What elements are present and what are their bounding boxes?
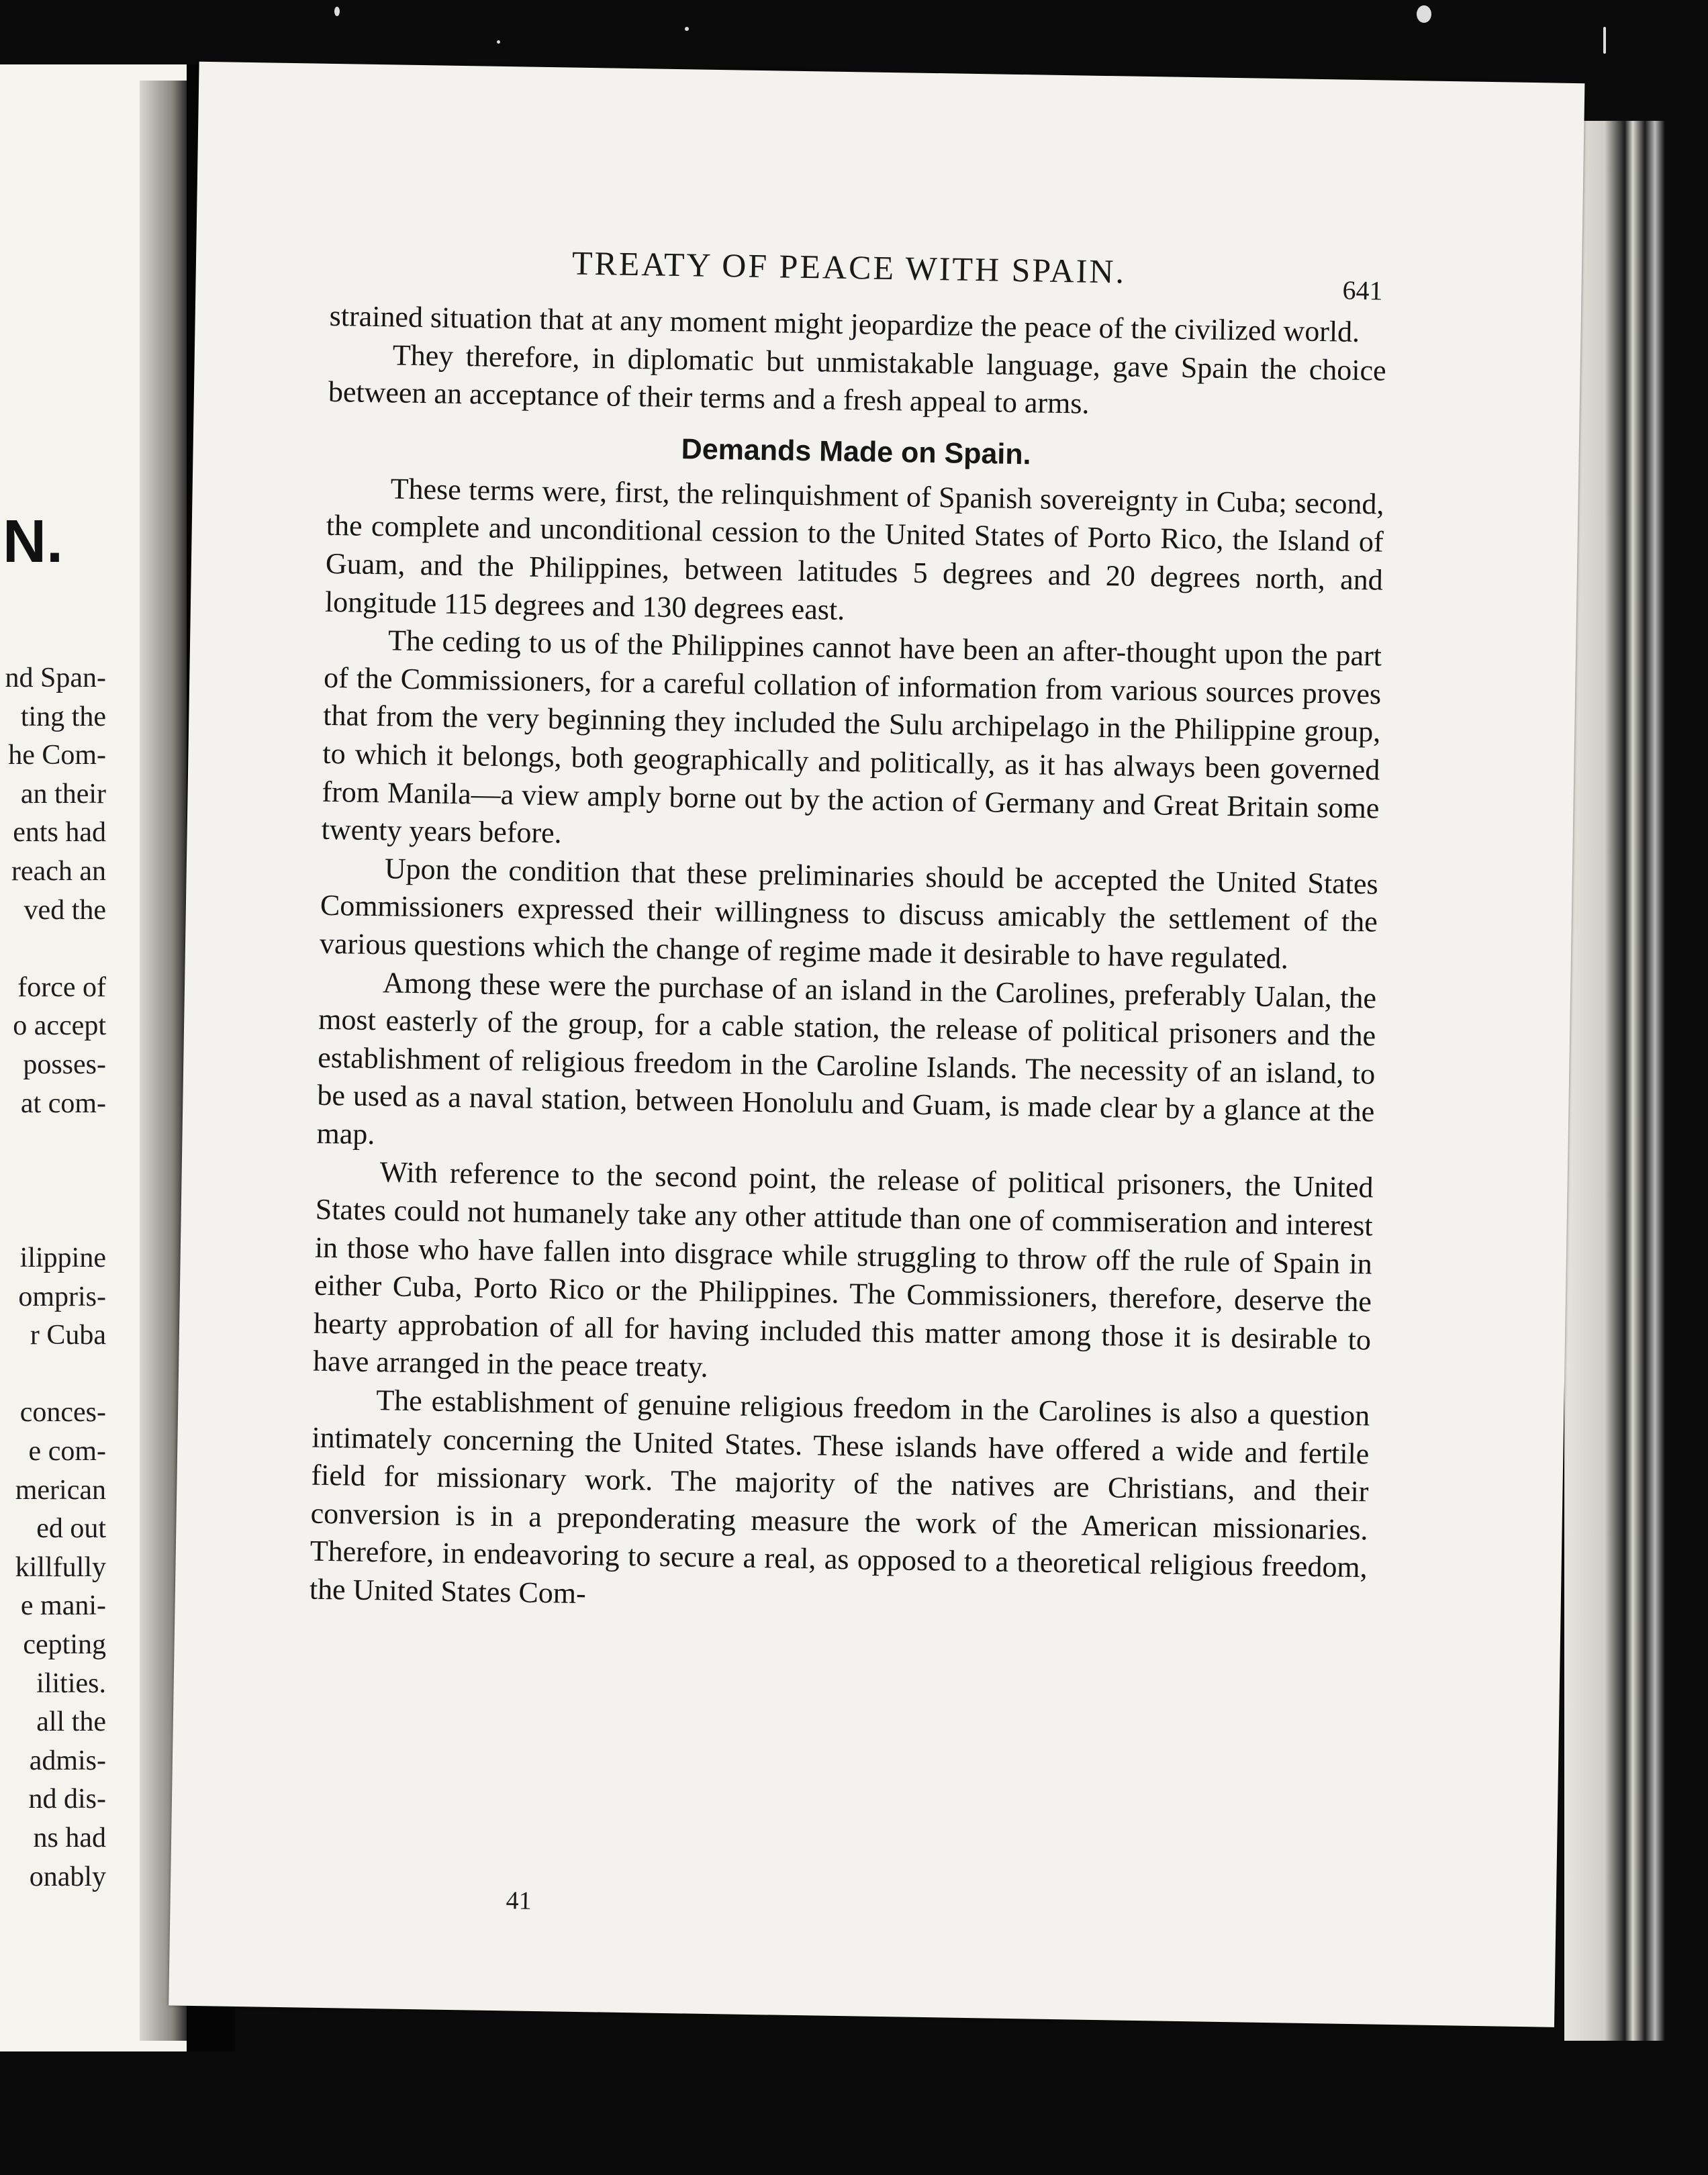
left-page-line: ilippine [19,1243,106,1273]
book-page [169,62,1584,2027]
left-page-fragment [0,64,141,2051]
left-page-line: he Com- [8,740,106,771]
page-number: 641 [1342,275,1383,306]
left-page-line: ved the [23,894,106,926]
left-page-line: reach an [11,856,106,887]
left-page-line: posses- [23,1049,106,1080]
left-page-line: killfully [15,1551,106,1583]
left-page-line: ns had [33,1823,106,1853]
paragraph: These terms were, first, the relinquishment of Spanish sovereignty in Cuba; second, the complete and unconditional cession to the United States of Porto Rico, the Island of Guam, and the Philippines, between latitudes 5 degrees and 20 degrees north, and longitude 115 degrees and 130 degrees east. [324,472,1384,626]
dust-speck [1417,5,1431,23]
left-page-line: nd dis- [28,1784,106,1815]
left-page-line: ents had [13,817,106,849]
left-page-heading-fragment: N. [3,508,63,575]
left-page-line: e com- [28,1436,106,1467]
paragraph: Among these were the purchase of an island in the Carolines, preferably Ualan, the most easterly of the group, for a cable station, the release of political prisoners and the establishment of religious freedom in the Caroline Islands. The necessity of an island, to be used as a naval station, between Honolulu and Guam, is made clear by a glance at the map. [316,965,1377,1151]
left-page-line: at com- [20,1088,106,1119]
paragraph: The establishment of genuine religious freedom in the Carolines is also a question intimately concerning the United States. These islands have offered a wide and fertile field for missionary work. The majority of the natives are Christians, and their conversion is in a preponderating measure the work of the American missionaries. Therefore, in endeavoring to secure a real, as opposed to a theoretical religious freedom, the United States Com- [309,1384,1370,1610]
paragraph: strained situation that at any moment might jeopardize the peace of the civilized world. [329,299,1360,348]
dust-speck [1603,27,1606,54]
left-page-line: onably [29,1861,106,1892]
left-page-line: r Cuba [30,1320,106,1351]
left-page-line: ting the [20,701,106,732]
dust-speck [685,27,689,31]
paragraph: With reference to the second point, the release of political prisoners, the United States could not humanely take any other attitude than one of commiseration and interest in those who have fallen into disgrace while struggling to throw off the rule of Spain in either Cuba, Porto Rico or the Philippines. The Commissioners, therefore, deserve the hearty approbation of all for having included this matter among those it is desirable to have arranged in the peace treaty. [312,1155,1374,1384]
paragraph: They therefore, in diplomatic but unmistakable language, gave Spain the choice between an acceptance of their terms and a fresh appeal to arms. [328,338,1387,420]
left-page-line: an their [20,778,106,810]
left-page-line: admis- [29,1745,106,1776]
left-page-line: ompris- [18,1281,106,1312]
left-page-line: cepting [23,1629,106,1660]
left-page-line: conces- [19,1397,106,1429]
dust-speck [497,40,500,44]
left-page-line: all the [36,1706,106,1738]
left-page-line: o accept [13,1010,106,1042]
signature-mark: 41 [506,1886,532,1915]
paragraph: Upon the condition that these preliminaries should be accepted the United States Commissioners expressed their willingness to discuss amicably the settlement of the various questions which the change of regime made it desirable to have regulated. [319,851,1379,975]
left-page-line: ed out [36,1513,106,1545]
running-head: TREATY OF PEACE WITH SPAIN. [571,244,1127,291]
dust-speck [334,7,340,16]
paragraph: The ceding to us of the Philippines cannot have been an after-thought upon the part of the Commissioners, for a careful collation of information from various sources proves that from the very beginning they included the Sulu archipelago in the Philippine group, to which it belongs, both geographically and politically, as it has always been governed from Manila—a view amply borne out by the action of Germany and Great Britain some twenty years before. [321,624,1382,850]
left-page-line: force of [17,971,106,1003]
left-page-line: e mani- [20,1590,106,1622]
left-page-line: merican [15,1474,106,1506]
left-page-line: ilities. [36,1668,106,1699]
left-page-line: nd Span- [5,663,106,693]
section-heading: Demands Made on Spain. [681,432,1031,471]
body-text [309,297,1386,1625]
